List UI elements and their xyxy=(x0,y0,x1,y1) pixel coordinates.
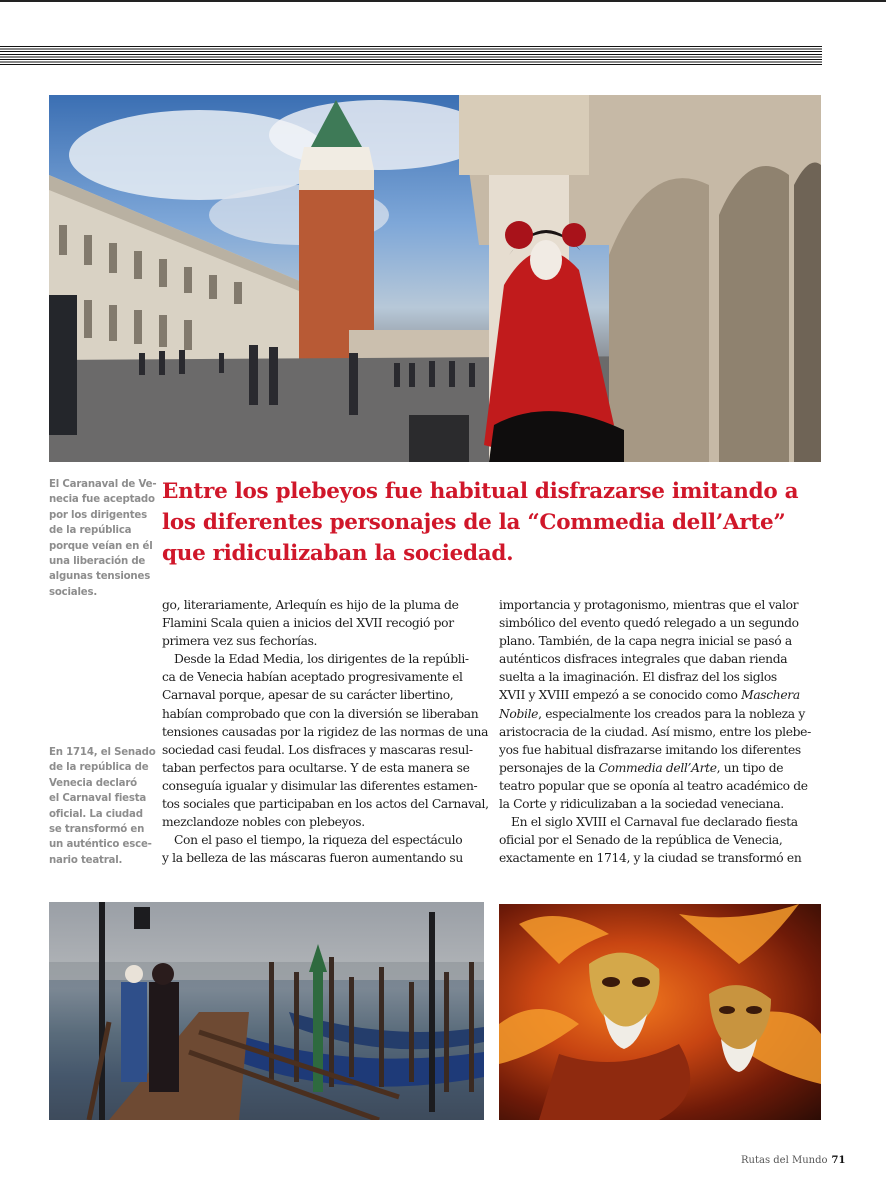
body-text: XVII y XVIII empezó a se conocido como xyxy=(499,688,742,703)
pullquote-line: los diferentes personajes de la “Commedia dell’Arte” xyxy=(162,510,786,535)
pullquote-line: que ridiculizaban la sociedad. xyxy=(162,541,514,566)
body-line: y la belleza de las máscaras fueron aumentando su xyxy=(162,851,463,866)
caption-line: sociales. xyxy=(49,586,98,598)
body-text: , especialmente los creados para la nobleza y xyxy=(538,706,805,721)
photo-caption-2 xyxy=(49,745,156,868)
body-line: sociedad casi feudal. Los disfraces y mascaras resul- xyxy=(162,742,473,757)
body-line xyxy=(499,686,821,704)
body-line: plano. También, de la capa negra inicial se pasó a xyxy=(499,634,792,649)
caption-line: El Caranaval de Ve- xyxy=(49,479,157,490)
body-line: ca de Venecia habían aceptado progresivamente el xyxy=(162,670,463,685)
body-line: Carnaval porque, apesar de su carácter libertino, xyxy=(162,688,454,703)
body-line: Desde la Edad Media, los dirigentes de la repúbli- xyxy=(174,652,469,667)
publication-name: Rutas del Mundo xyxy=(741,1155,828,1166)
top-rule xyxy=(0,0,886,2)
caption-line: Venecia declaró xyxy=(49,777,137,789)
pier-illustration xyxy=(49,902,484,1120)
body-line: auténticos disfraces integrales que daban rienda xyxy=(499,652,788,667)
body-line: tensiones causadas por la rigidez de las normas de una xyxy=(162,724,489,739)
caption-line: una liberación de xyxy=(49,556,146,568)
caption-line: porque veían en él xyxy=(49,540,153,552)
pullquote xyxy=(162,476,822,569)
caption-line: se transformó en xyxy=(49,824,145,836)
body-line: taban perfectos para ocultarse. Y de esta manera se xyxy=(162,760,470,775)
body-column-1 xyxy=(162,596,489,867)
caption-line: En 1714, el Senado xyxy=(49,747,156,758)
caption-line: algunas tensiones xyxy=(49,571,151,583)
body-line: la Corte y ridiculizaban a la sociedad veneciana. xyxy=(499,797,784,812)
body-line: primera vez sus fechorías. xyxy=(162,634,318,649)
body-column-2 xyxy=(499,596,821,867)
body-line: habían comprobado que con la diversión se liberaban xyxy=(162,706,479,721)
body-line xyxy=(499,705,821,723)
masks-illustration xyxy=(499,904,821,1120)
body-line: conseguía igualar y disimular las diferentes estamen- xyxy=(162,778,478,793)
caption-line: nario teatral. xyxy=(49,854,123,866)
body-text: personajes de la xyxy=(499,760,599,775)
body-line: importancia y protagonismo, mientras que el valor xyxy=(499,598,799,612)
body-line: Con el paso el tiempo, la riqueza del espectáculo xyxy=(174,833,463,848)
body-line: teatro popular que se oponía al teatro académico de xyxy=(499,778,808,793)
photo-gondola-pier xyxy=(49,902,484,1120)
caption-line: necia fue aceptado xyxy=(49,494,155,506)
photo-carnival-masks xyxy=(499,904,821,1120)
hero-photo-piazza-san-marco xyxy=(49,95,821,462)
body-line: suelta a la imaginación. El disfraz del los siglos xyxy=(499,670,777,685)
caption-line: por los dirigentes xyxy=(49,509,147,521)
body-line: oficial por el Senado de la república de Venecia, xyxy=(499,833,783,848)
photo-caption-1 xyxy=(49,477,157,600)
body-line: En el siglo XVIII el Carnaval fue declarado fiesta xyxy=(511,815,798,830)
italic-term: Maschera xyxy=(741,688,800,703)
page-number: 71 xyxy=(831,1155,846,1166)
caption-line: de la república xyxy=(49,525,132,537)
page-footer xyxy=(741,1155,845,1166)
caption-line: de la república de xyxy=(49,762,149,774)
body-line xyxy=(499,759,821,777)
italic-term: Nobile xyxy=(499,706,539,721)
body-text: , un tipo de xyxy=(716,760,784,775)
body-line: tos sociales que participaban en los actos del Carnaval, xyxy=(162,797,489,812)
caption-line: un auténtico esce- xyxy=(49,839,152,851)
italic-term: Commedia dell’Arte xyxy=(598,760,717,775)
body-line: mezclandoze nobles con plebeyos. xyxy=(162,815,365,830)
body-line: aristocracia de la ciudad. Así mismo, entre los plebe- xyxy=(499,724,811,739)
body-line: go, literariamente, Arlequín es hijo de la pluma de xyxy=(162,598,459,612)
pullquote-line: Entre los plebeyos fue habitual disfrazarse imitando a xyxy=(162,479,799,504)
caption-line: el Carnaval fiesta xyxy=(49,793,147,805)
hero-illustration xyxy=(49,95,821,462)
body-line: Flamini Scala quien a inicios del XVII recogió por xyxy=(162,616,454,631)
body-line: exactamente en 1714, y la ciudad se transformó en xyxy=(499,851,802,866)
header-stripes xyxy=(0,46,822,66)
caption-line: oficial. La ciudad xyxy=(49,808,143,820)
body-line: yos fue habitual disfrazarse imitando los diferentes xyxy=(499,742,801,757)
body-line: simbólico del evento quedó relegado a un segundo xyxy=(499,616,799,631)
